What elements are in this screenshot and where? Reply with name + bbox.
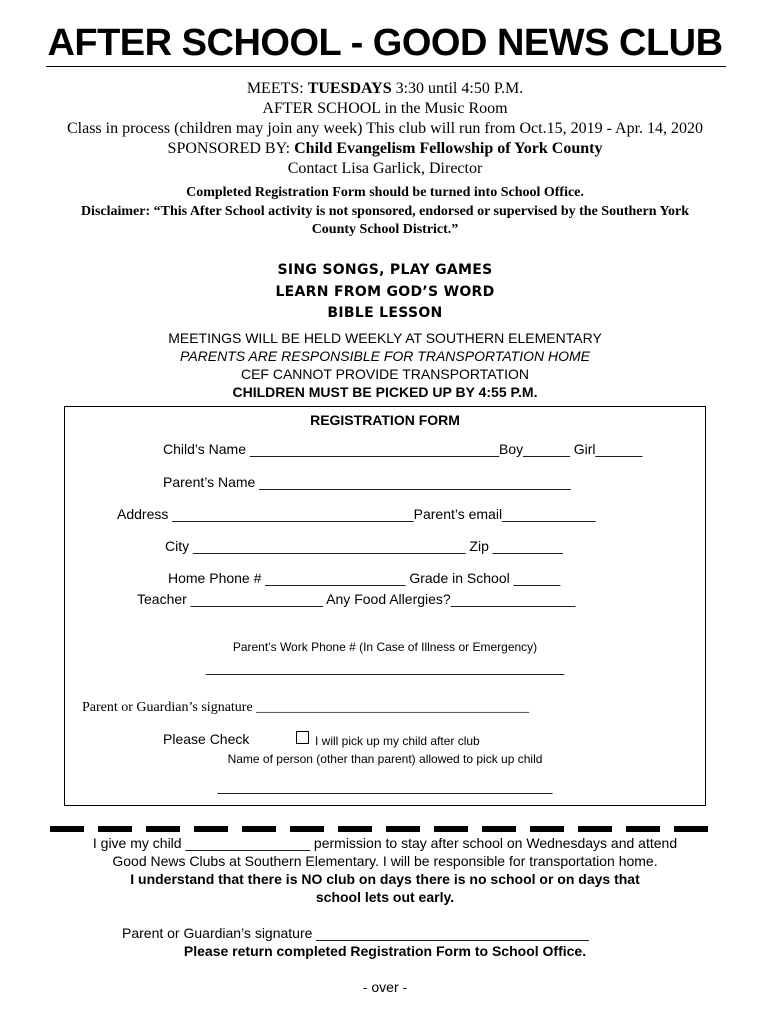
- address-email-field[interactable]: Address _______________________________Parent’s email____________: [117, 506, 596, 522]
- disclaimer-line-2: County School District.”: [311, 222, 459, 237]
- pickup-checkbox[interactable]: [296, 731, 309, 744]
- notice-meetings: MEETINGS WILL BE HELD WEEKLY AT SOUTHERN ELEMENTARY: [168, 330, 602, 346]
- notice-pickup: CHILDREN MUST BE PICKED UP BY 4:55 P.M.: [232, 384, 538, 400]
- location-line: AFTER SCHOOL in the Music Room: [262, 100, 508, 117]
- disclaimer-line-1: Disclaimer: “This After School activity is not sponsored, endorsed or supervised by the Southern York: [80, 204, 690, 219]
- activity-learn: LEARN FROM GOD’S WORD: [275, 284, 495, 300]
- home-phone-grade-field[interactable]: Home Phone # __________________ Grade in School ______: [168, 570, 561, 586]
- notice-cef: CEF CANNOT PROVIDE TRANSPORTATION: [240, 366, 530, 382]
- work-phone-field[interactable]: ______________________________________________: [205, 659, 565, 675]
- activity-bible: BIBLE LESSON: [327, 305, 443, 321]
- other-person-label: Name of person (other than parent) allowed to pick up child: [227, 752, 543, 766]
- permission-line-1[interactable]: I give my child ________________ permission to stay after school on Wednesdays and attend: [92, 835, 678, 851]
- form-heading: REGISTRATION FORM: [310, 412, 460, 428]
- permission-line-2: Good News Clubs at Southern Elementary. I will be responsible for transportation home.: [112, 853, 658, 869]
- completed-note: Completed Registration Form should be turned into School Office.: [186, 185, 584, 200]
- permission-signature-field[interactable]: Parent or Guardian’s signature ___________________________________: [122, 925, 589, 941]
- notice-parents: PARENTS ARE RESPONSIBLE FOR TRANSPORTATION HOME: [180, 348, 590, 364]
- page-title: AFTER SCHOOL - GOOD NEWS CLUB: [47, 22, 723, 64]
- over-note: - over -: [362, 979, 408, 995]
- title-underline: [46, 66, 726, 67]
- return-note: Please return completed Registration Form to School Office.: [183, 943, 587, 959]
- pickup-option[interactable]: I will pick up my child after club: [296, 731, 480, 748]
- activity-sing: SING SONGS, PLAY GAMES: [277, 262, 493, 278]
- class-info-line: Class in process (children may join any week) This club will run from Oct.15, 2019 - Apr. 14, 2020: [66, 120, 704, 137]
- guardian-signature-field[interactable]: Parent or Guardian’s signature _______________________________________: [82, 700, 530, 715]
- parent-name-field[interactable]: Parent’s Name ________________________________________: [163, 474, 571, 490]
- teacher-allergies-field[interactable]: Teacher _________________ Any Food Allergies?________________: [137, 591, 576, 607]
- other-person-field[interactable]: ___________________________________________: [217, 778, 553, 794]
- tear-off-dashed-line: [50, 826, 720, 832]
- permission-line-4: school lets out early.: [315, 889, 455, 905]
- meets-line: MEETS: TUESDAYS 3:30 until 4:50 P.M.: [246, 80, 524, 97]
- please-check-label: Please Check: [163, 731, 250, 747]
- child-name-field[interactable]: Child’s Name ________________________________Boy______ Girl______: [163, 441, 643, 457]
- work-phone-label: Parent’s Work Phone # (In Case of Illness or Emergency): [232, 640, 538, 654]
- sponsor-line: SPONSORED BY: Child Evangelism Fellowship of York County: [167, 140, 603, 157]
- city-zip-field[interactable]: City ___________________________________ Zip _________: [165, 538, 563, 554]
- permission-line-3: I understand that there is NO club on days there is no school or on days that: [130, 871, 640, 887]
- contact-line: Contact Lisa Garlick, Director: [287, 160, 483, 177]
